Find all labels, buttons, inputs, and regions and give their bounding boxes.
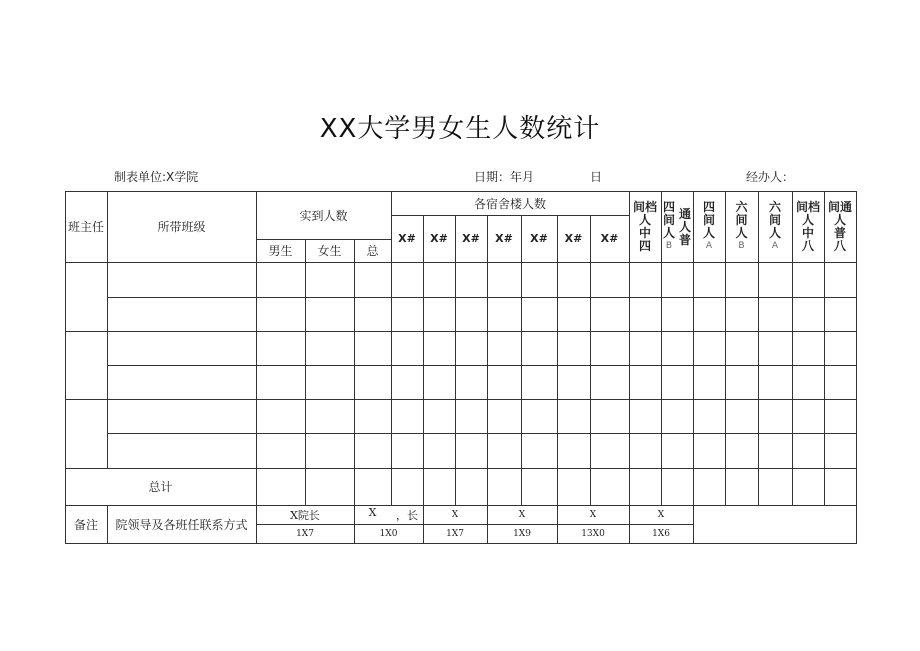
- room-type-2-3: 四 间 人 B 通 人 普: [662, 200, 691, 251]
- attendance-header: 实到人数: [299, 208, 348, 223]
- dorm-header-3: X#: [462, 232, 480, 245]
- contact-name-3: ，长: [396, 508, 418, 522]
- total-header: 总: [366, 244, 379, 258]
- female-header: 女生: [317, 244, 342, 258]
- contact-name-4: X: [451, 509, 459, 520]
- handler-label: 经办人：: [746, 170, 795, 184]
- dorm-header-5: X#: [530, 232, 548, 245]
- notes-label: 备注: [73, 518, 98, 532]
- dorm-header-4: X#: [495, 232, 513, 245]
- page-title: XX大学男女生人数统计: [319, 114, 601, 144]
- contact-number-3: 1X7: [446, 529, 464, 539]
- classes-header: 所带班级: [157, 220, 206, 234]
- room-type-5: 六 间 人 B: [735, 200, 748, 251]
- room-type-4: 四 间 人 A: [702, 200, 715, 251]
- contact-number-2: 1X0: [379, 529, 398, 539]
- dorm-header-2: X#: [430, 232, 448, 245]
- date-label: 日期：年月: [474, 170, 535, 184]
- contact-number-5: 13X0: [581, 529, 605, 539]
- contact-number-4: 1X9: [513, 529, 531, 539]
- room-type-7: 间档 人 中 八: [795, 200, 820, 253]
- dorm-counts-header: 各宿舍楼人数: [473, 196, 546, 211]
- unit-label: 制表单位:X学院: [114, 170, 199, 184]
- male-header: 男生: [268, 244, 293, 258]
- contact-name-2: X: [368, 506, 377, 519]
- dorm-header-1: X#: [398, 232, 416, 245]
- contact-name-7: X: [657, 509, 665, 520]
- room-type-8: 间通 人 普 八: [827, 200, 852, 253]
- dorm-header-6: X#: [564, 232, 583, 245]
- dorm-header-7: X#: [600, 232, 619, 245]
- totals-label: 总计: [148, 480, 173, 494]
- contact-name-6: X: [589, 509, 597, 520]
- room-type-1: 间档 人 中 四: [632, 200, 657, 253]
- room-type-6: 六 间 人 A: [768, 200, 781, 251]
- contact-name-5: X: [518, 509, 526, 520]
- head-teacher-header: 班主任: [67, 220, 104, 234]
- contacts-label: 院领导及各班任联系方式: [115, 518, 248, 532]
- contact-number-1: 1X7: [296, 529, 314, 539]
- day-label: 日: [590, 170, 603, 184]
- contact-number-6: 1X6: [652, 529, 670, 539]
- contact-name-1: X院长: [290, 508, 320, 522]
